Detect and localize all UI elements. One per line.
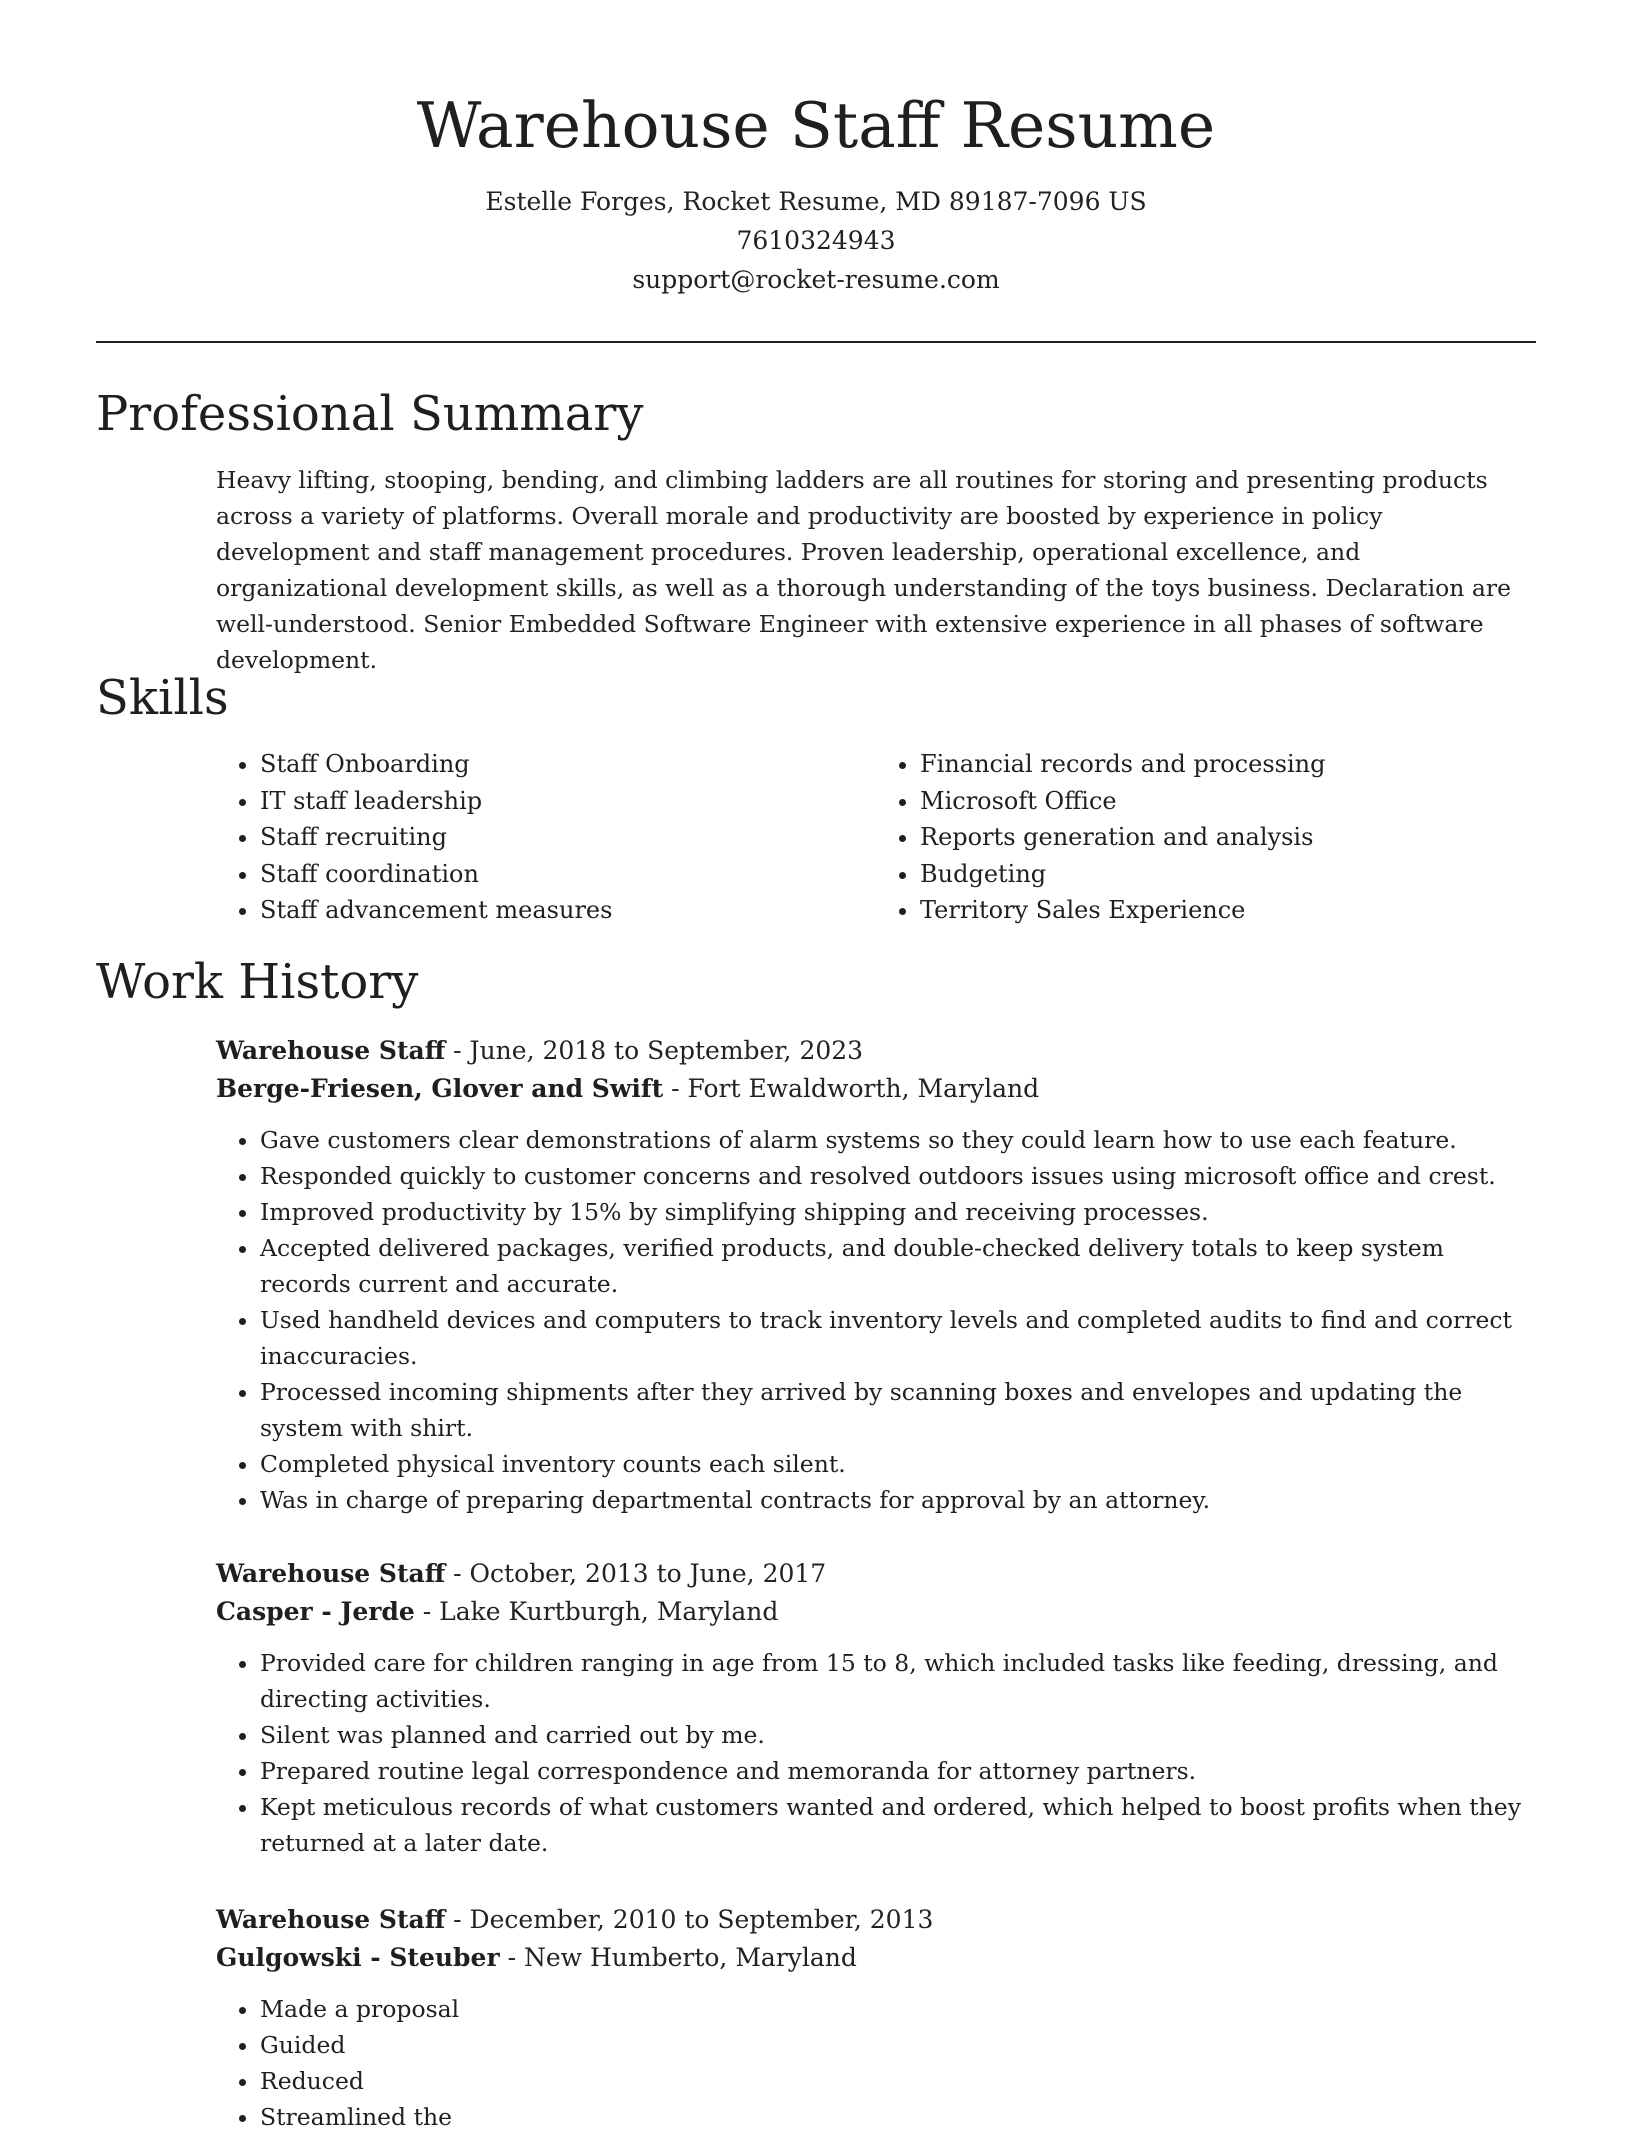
header-divider bbox=[96, 341, 1536, 343]
job-bullet: • Was in charge of preparing departmental contracts for approval by an attorney. bbox=[260, 1482, 1536, 1518]
job-bullet: • Guided bbox=[260, 2027, 1536, 2063]
job-bullet: • Processed incoming shipments after they arrived by scanning boxes and envelopes and updating the system with shirt. bbox=[260, 1374, 1536, 1446]
contact-email: support@rocket-resume.com bbox=[632, 265, 1000, 294]
job-bullet: • Completed physical inventory counts each silent. bbox=[260, 1446, 1536, 1482]
job-company: Berge-Friesen, Glover and Swift bbox=[216, 1074, 664, 1103]
resume-title: Warehouse Staff Resume bbox=[416, 89, 1216, 162]
job-entry bbox=[216, 1555, 1536, 1861]
skills-list-right bbox=[876, 746, 1536, 929]
skill-item: • Microsoft Office bbox=[920, 783, 1536, 820]
job-bullets bbox=[216, 1645, 1536, 1861]
job-company-line bbox=[216, 1593, 1536, 1631]
job-title-line bbox=[216, 1901, 1536, 1939]
job-location: - Fort Ewaldworth, Maryland bbox=[663, 1074, 1040, 1103]
job-title-line bbox=[216, 1555, 1536, 1593]
contact-phone: 7610324943 bbox=[736, 226, 896, 255]
job-bullet: • Kept meticulous records of what customers wanted and ordered, which helped to boost profits when they returned at a later date. bbox=[260, 1789, 1536, 1861]
job-bullets bbox=[216, 1991, 1536, 2135]
job-bullet: • Accepted delivered packages, verified products, and double-checked delivery totals to keep system records current and accurate. bbox=[260, 1230, 1536, 1302]
skills-list-left bbox=[216, 746, 876, 929]
job-location: - Lake Kurtburgh, Maryland bbox=[414, 1597, 779, 1626]
job-entry bbox=[216, 1032, 1536, 1518]
job-bullet: • Gave customers clear demonstrations of alarm systems so they could learn how to use each feature. bbox=[260, 1122, 1536, 1158]
job-company-line bbox=[216, 1070, 1536, 1108]
job-title: Warehouse Staff bbox=[216, 1559, 446, 1588]
skill-item: • Staff recruiting bbox=[260, 819, 876, 856]
job-bullet: • Reduced bbox=[260, 2063, 1536, 2099]
skill-item: • IT staff leadership bbox=[260, 783, 876, 820]
job-bullet: • Silent was planned and carried out by me. bbox=[260, 1717, 1536, 1753]
job-dates: - December, 2010 to September, 2013 bbox=[445, 1905, 934, 1934]
job-company: Gulgowski - Steuber bbox=[216, 1943, 500, 1972]
summary-heading: Professional Summary bbox=[96, 386, 644, 442]
job-company-line bbox=[216, 1939, 1536, 1977]
skill-item: • Budgeting bbox=[920, 856, 1536, 893]
job-bullet: • Improved productivity by 15% by simplifying shipping and receiving processes. bbox=[260, 1194, 1536, 1230]
skills-heading: Skills bbox=[96, 670, 229, 726]
skill-item: • Staff advancement measures bbox=[260, 892, 876, 929]
job-dates: - October, 2013 to June, 2017 bbox=[445, 1559, 827, 1588]
job-bullet: • Prepared routine legal correspondence and memoranda for attorney partners. bbox=[260, 1753, 1536, 1789]
job-bullet: • Used handheld devices and computers to track inventory levels and completed audits to find and correct inaccuracies. bbox=[260, 1302, 1536, 1374]
job-bullet: • Streamlined the bbox=[260, 2099, 1536, 2135]
work-history-heading: Work History bbox=[96, 954, 419, 1010]
contact-block bbox=[0, 182, 1632, 299]
skill-item: • Reports generation and analysis bbox=[920, 819, 1536, 856]
contact-address: Estelle Forges, Rocket Resume, MD 89187-7096 US bbox=[485, 187, 1147, 216]
resume-header bbox=[0, 0, 1632, 299]
skill-item: • Financial records and processing bbox=[920, 746, 1536, 783]
job-location: - New Humberto, Maryland bbox=[499, 1943, 857, 1972]
job-bullet: • Provided care for children ranging in age from 15 to 8, which included tasks like feeding, dressing, and directing activities. bbox=[260, 1645, 1536, 1717]
job-title-line bbox=[216, 1032, 1536, 1070]
skill-item: • Staff coordination bbox=[260, 856, 876, 893]
job-bullets bbox=[216, 1122, 1536, 1518]
skill-item: • Staff Onboarding bbox=[260, 746, 876, 783]
job-title: Warehouse Staff bbox=[216, 1905, 446, 1934]
skill-item: • Territory Sales Experience bbox=[920, 892, 1536, 929]
job-bullet: • Responded quickly to customer concerns and resolved outdoors issues using microsoft office and crest. bbox=[260, 1158, 1536, 1194]
job-bullet: • Made a proposal bbox=[260, 1991, 1536, 2027]
job-dates: - June, 2018 to September, 2023 bbox=[445, 1036, 864, 1065]
skills-columns bbox=[216, 746, 1536, 929]
job-title: Warehouse Staff bbox=[216, 1036, 446, 1065]
job-entry bbox=[216, 1901, 1536, 2135]
job-company: Casper - Jerde bbox=[216, 1597, 415, 1626]
summary-text: Heavy lifting, stooping, bending, and climbing ladders are all routines for storing and presenting products across a variety of platforms. Overall morale and productivity are boosted by experience in policy development and staff management procedures. Proven leadership, operational excellence, and organizational development skills, as well as a thorough understanding of the toys business. Declaration are well-understood. Senior Embedded Software Engineer with extensive experience in all phases of software development. bbox=[216, 466, 1512, 674]
